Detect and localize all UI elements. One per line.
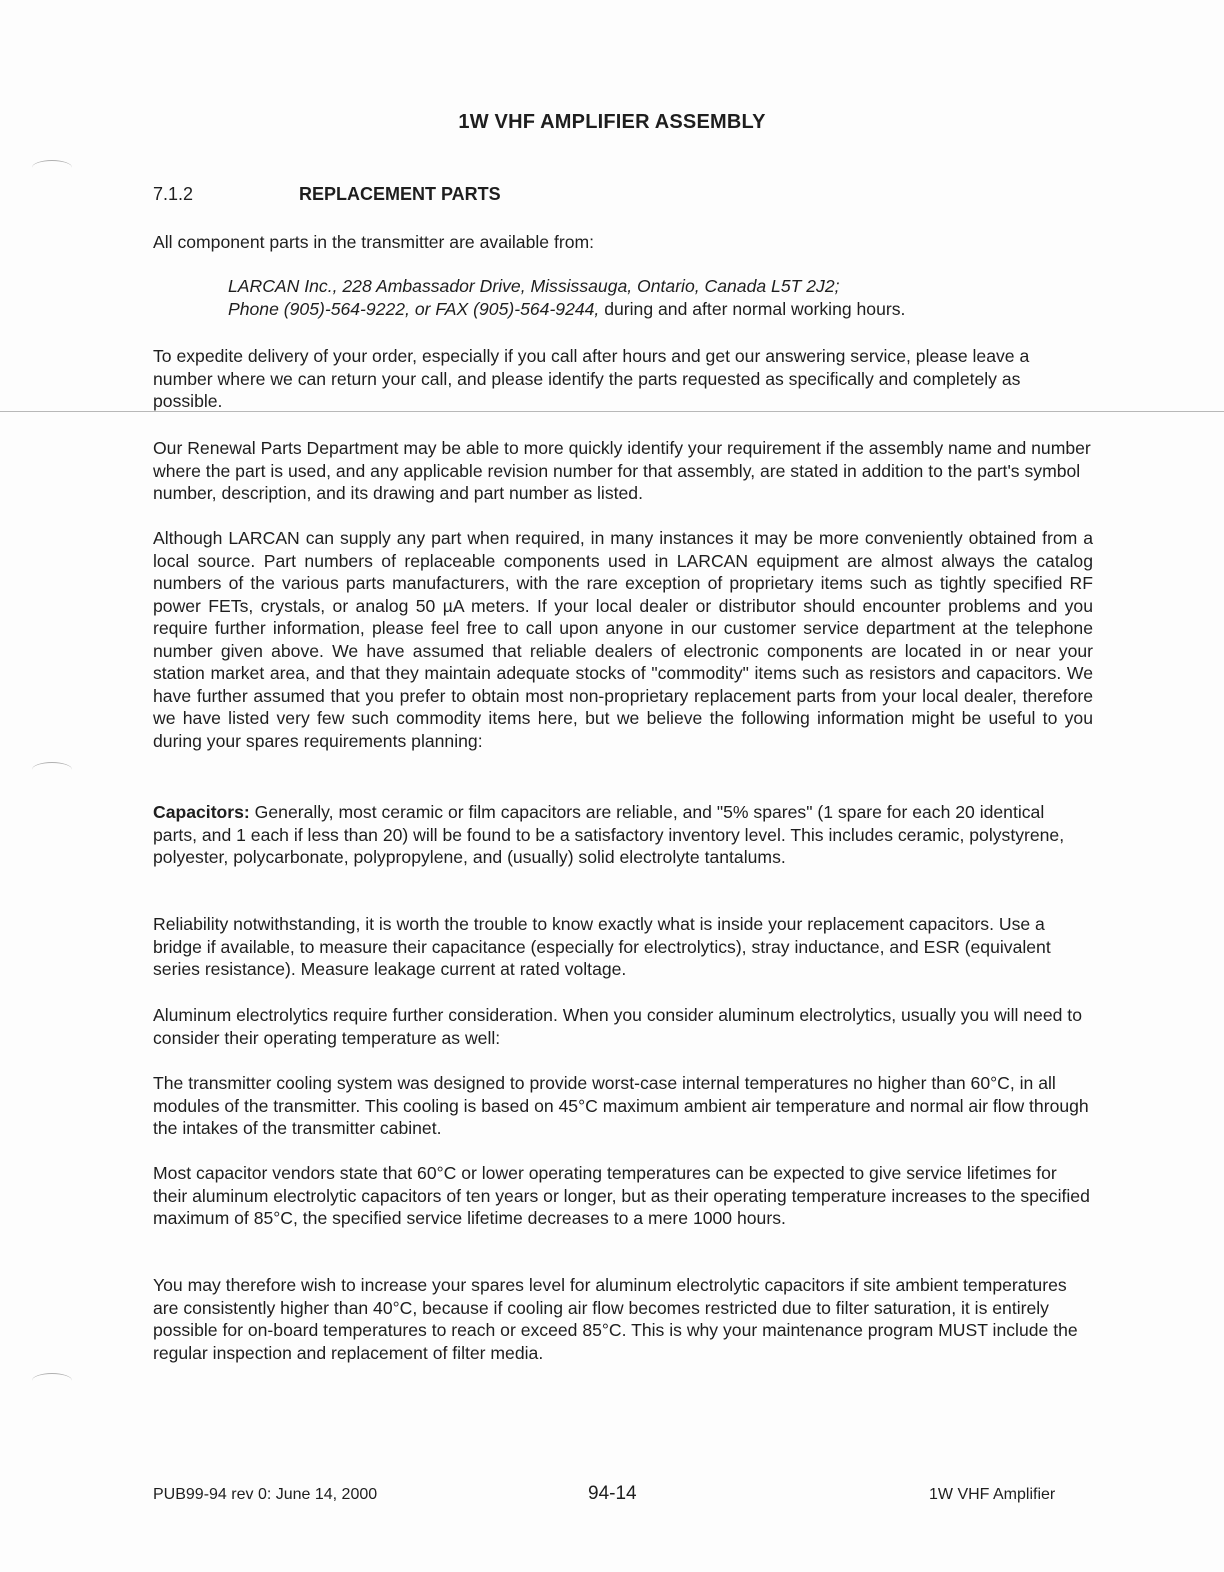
section-number: 7.1.2 [153, 184, 194, 204]
paragraph-renewal-parts: Our Renewal Parts Department may be able to more quickly identify your requirement if the assembly name and number where the part is used, and any applicable revision number for that assembly, are stated in addition to the part's symbol number, description, and its drawing and part number as listed. [153, 438, 1091, 503]
paragraph-local-source: Although LARCAN can supply any part when required, in many instances it may be more conveniently obtained from a local source. Part numbers of replaceable components used in LARCAN equipment are almost always the catalog numbers of the various parts manufacturers, with the rare exception of proprietary items such as tightly specified RF power FETs, crystals, or analog 50 µA meters. If your local dealer or distributor should encounter problems and you require further information, please feel free to call upon anyone in our customer service department at the telephone number given above. We have assumed that reliable dealers of electronic components are located in or near your station market area, and that they maintain adequate stocks of "commodity" items such as resistors and capacitors. We have further assumed that you prefer to obtain most non-proprietary replacement parts from your local dealer, therefore we have listed very few such commodity items here, but we believe the following information might be useful to you during your spares requirements planning: [153, 528, 1093, 751]
address-line-1: LARCAN Inc., 228 Ambassador Drive, Mississauga, Ontario, Canada L5T 2J2; [228, 276, 840, 296]
paragraph-reliability: Reliability notwithstanding, it is worth the trouble to know exactly what is inside your replacement capacitors. Use a bridge if available, to measure their capacitance (especially for electrolytics), stray inductance, and ESR (equivalent series resistance). Measure leakage current at rated voltage. [153, 914, 1051, 979]
address-line-2 [228, 298, 1108, 321]
section-heading [153, 184, 501, 205]
paragraph-aluminum: Aluminum electrolytics require further consideration. When you consider aluminum electrolytics, usually you will need to consider their operating temperature as well: [153, 1005, 1082, 1048]
intro-paragraph: All component parts in the transmitter are available from: [153, 232, 595, 252]
scan-margin-mark [32, 1373, 72, 1388]
supplier-address [228, 275, 1108, 320]
scan-margin-mark [32, 160, 72, 175]
capacitors-lead: Capacitors: [153, 802, 250, 822]
capacitors-body: Generally, most ceramic or film capacitors are reliable, and "5% spares" (1 spare for each 20 identical parts, and 1 each if less than 20) will be found to be a satisfactory inventory level. This includes ceramic, polystyrene, polyester, polycarbonate, polypropylene, and (usually) solid electrolyte tantalums. [153, 802, 1065, 867]
footer-section-name: 1W VHF Amplifier [929, 1486, 1056, 1503]
paragraph-capacitors [153, 801, 1093, 869]
paragraph-vendors: Most capacitor vendors state that 60°C or lower operating temperatures can be expected to give service lifetimes for their aluminum electrolytic capacitors of ten years or longer, but as their operating temperature increases to the specified maximum of 85°C, the specified service lifetime decreases to a mere 1000 hours. [153, 1163, 1090, 1228]
footer-publication: PUB99-94 rev 0: June 14, 2000 [153, 1486, 378, 1503]
section-title: REPLACEMENT PARTS [299, 184, 501, 204]
scan-margin-mark [32, 762, 72, 777]
paragraph-cooling: The transmitter cooling system was designed to provide worst-case internal temperatures no higher than 60°C, in all modules of the transmitter. This cooling is based on 45°C maximum ambient air temperature and normal air flow through the intakes of the transmitter cabinet. [153, 1073, 1089, 1138]
scan-artifact-line [0, 411, 1224, 412]
address-phone-fax: Phone (905)-564-9222, or FAX (905)-564-9244, [228, 298, 600, 319]
paragraph-ordering: To expedite delivery of your order, especially if you call after hours and get our answering service, please leave a number where we can return your call, and please identify the parts requested as specifically and completely as possible. [153, 346, 1030, 411]
paragraph-spares-level: You may therefore wish to increase your spares level for aluminum electrolytic capacitors if site ambient temperatures are consistently higher than 40°C, because if cooling air flow becomes restricted due to filter saturation, it is entirely possible for on-board temperatures to reach or exceed 85°C. This is why your maintenance program MUST include the regular inspection and replacement of filter media. [153, 1275, 1078, 1363]
address-hours: during and after normal working hours. [599, 298, 906, 319]
document-title: 1W VHF AMPLIFIER ASSEMBLY [458, 111, 766, 133]
footer-page-number: 94-14 [588, 1483, 637, 1504]
